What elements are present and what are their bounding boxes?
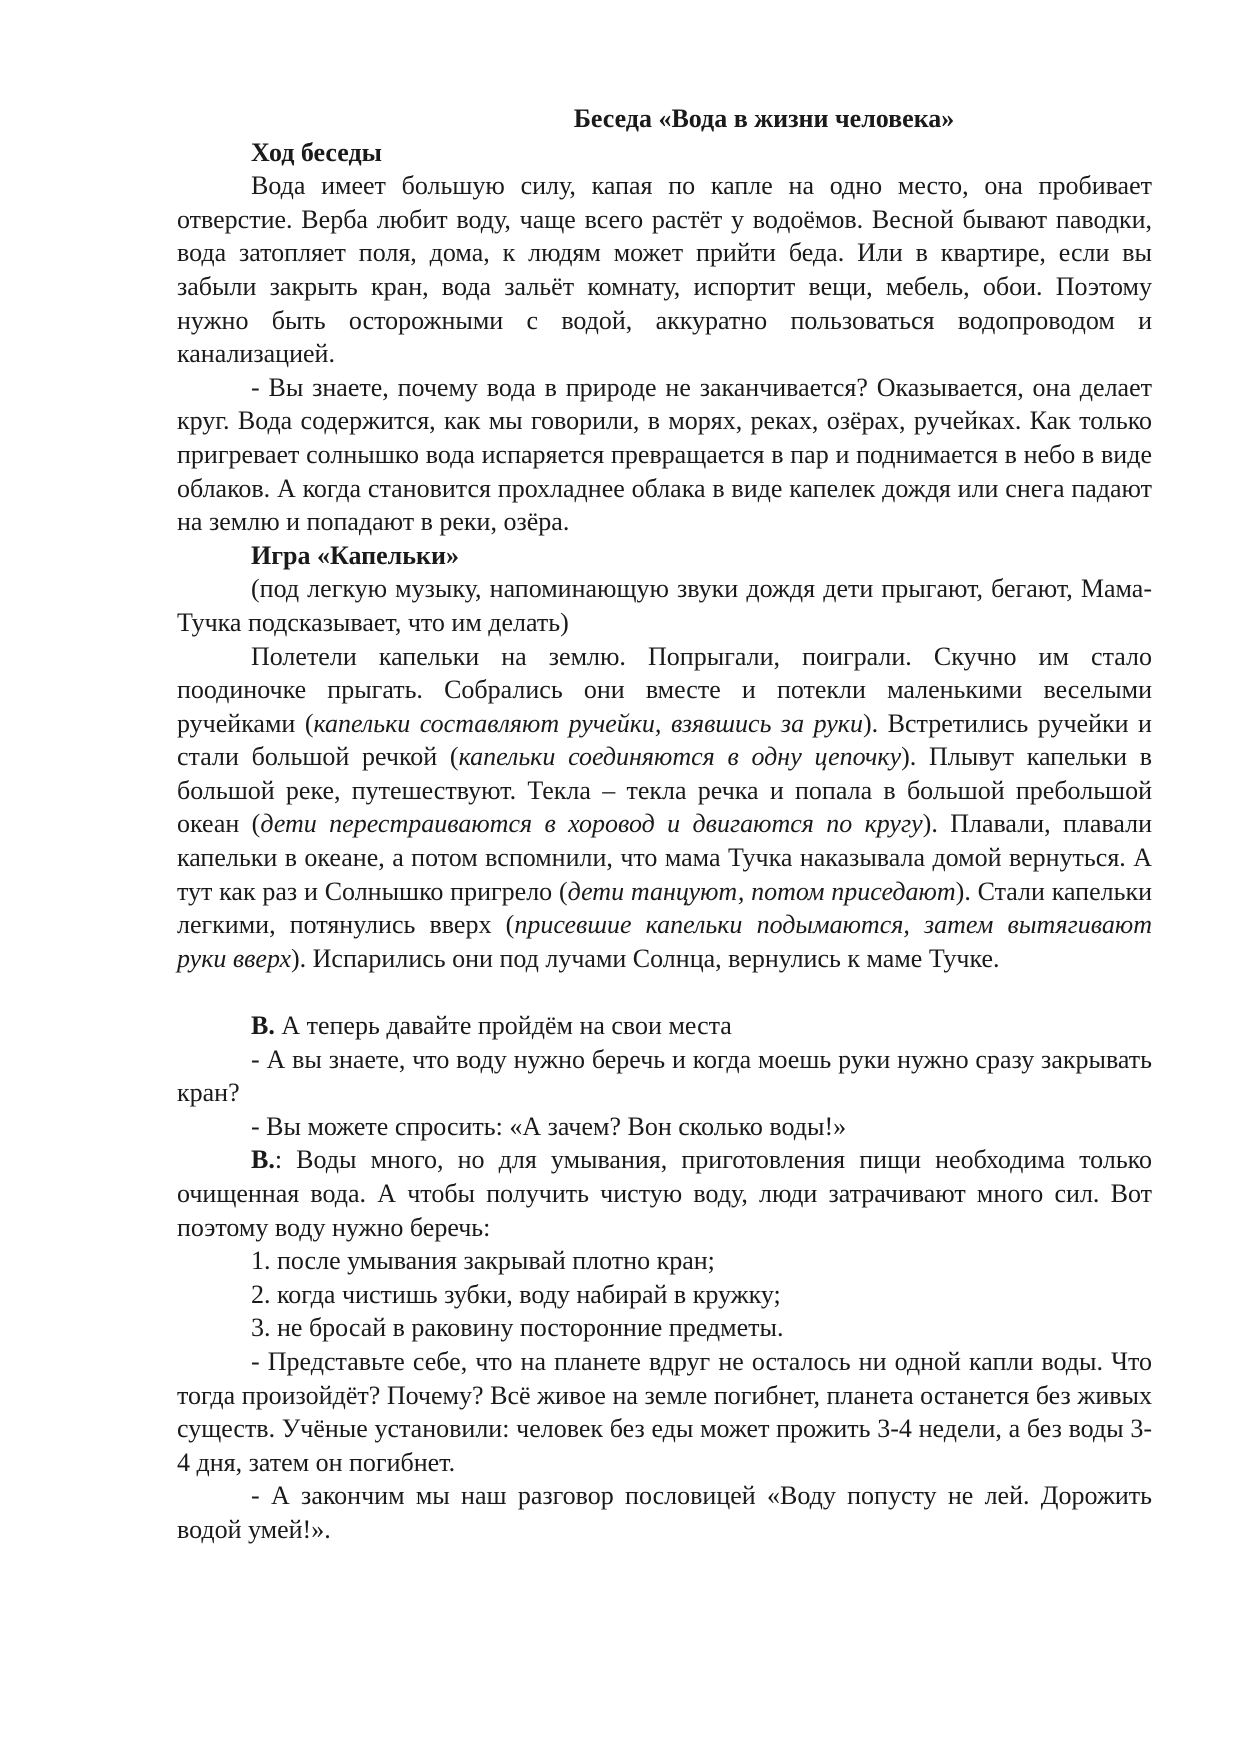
story-text: ). Плывут капельки в большой реке, путешествуют. Текла – текла речка и попала в большой пребольшой океан ( <box>177 742 1152 839</box>
list-item-3: 3. не бросай в раковину посторонние предметы. <box>251 1313 784 1343</box>
paragraph-why-question: - Вы можете спросить: «А зачем? Вон сколько воды!» <box>251 1111 847 1141</box>
story-direction: присевшие капельки подымаются, затем вытягивают руки вверх <box>177 910 1152 973</box>
heading-game: Игра «Капельки» <box>251 540 459 570</box>
paragraph-teacher-seats <box>177 1009 1152 1043</box>
speaker-label: В. <box>251 1145 275 1175</box>
paragraph-water-cycle: - Вы знаете, почему вода в природе не заканчивается? Оказывается, она делает круг. Вода содержится, как мы говорили, в морях, реках, озёрах, ручейках. Как только пригревает солнышко вода испаряется превращается в пар и поднимается в небо в виде облаков. А когда становится прохладнее облака в виде капелек дождя или снега падают на землю и попадают в реки, озёра. <box>177 372 1152 537</box>
story-direction: дети перестраиваются в хоровод и двигаются по кругу <box>260 809 923 839</box>
paragraph-teacher-answer <box>177 1143 1152 1244</box>
document-title: Беседа «Вода в жизни человека» <box>573 104 955 133</box>
heading-course: Ход беседы <box>251 137 382 167</box>
speaker-label: В. <box>251 1011 275 1041</box>
list-item-1: 1. после умывания закрывай плотно кран; <box>251 1246 715 1276</box>
paragraph-proverb: - А закончим мы наш разговор пословицей «Воду попусту не лей. Дорожить водой умей!». <box>177 1481 1152 1544</box>
paragraph-water-power: Вода имеет большую силу, капая по капле на одно место, она пробивает отверстие. Верба любит воду, чаще всего растёт у водоёмов. Весной бывают паводки, вода затопляет поля, дома, к людям может прийти беда. Или в квартире, если вы забыли закрыть кран, вода зальёт комнату, испортит вещи, мебель, обои. Поэтому нужно быть осторожными с водой, аккуратно пользоваться водопроводом и канализацией. <box>177 171 1152 369</box>
paragraph-save-water-question: - А вы знаете, что воду нужно беречь и когда моешь руки нужно сразу закрывать кран? <box>177 1044 1152 1108</box>
story-text: ). Стали капельки легкими, потянулись вверх ( <box>177 876 1153 940</box>
document-page <box>177 102 1152 1547</box>
paragraph-imagine: - Представьте себе, что на планете вдруг не осталось ни одной капли воды. Что тогда произойдёт? Почему? Всё живое на земле погибнет, планета останется без живых существ. Учёные установили: человек без еды может прожить 3-4 недели, а без воды 3-4 дня, затем он погибнет. <box>177 1346 1152 1477</box>
story-text: ). Встретились ручейки и стали большой речкой ( <box>177 708 1152 772</box>
story-text: ). Плавали, плавали капельки в океане, а потом вспомнили, что мама Тучка наказывала домой вернуться. А тут как раз и Солнышко пригрело ( <box>177 809 1152 906</box>
story-direction: капельки соединяются в одну цепочку <box>458 742 902 772</box>
story-text: Полетели капельки на землю. Попрыгали, поиграли. Скучно им стало поодиночке прыгать. Собрались они вместе и потекли маленькими веселыми ручейками ( <box>177 641 1152 738</box>
speaker-text: : Воды много, но для умывания, приготовления пищи необходима только очищенная вода. А чтобы получить чистую воду, люди затрачивают много сил. Вот поэтому воду нужно беречь: <box>177 1145 1152 1242</box>
list-item-2: 2. когда чистишь зубки, воду набирай в кружку; <box>251 1279 781 1309</box>
story-text: ). Испарились они под лучами Солнца, вернулись к маме Тучке. <box>291 943 1000 973</box>
blank-line <box>177 975 1152 1009</box>
speaker-text: А теперь давайте пройдём на свои места <box>274 1011 732 1041</box>
paragraph-game-intro: (под легкую музыку, напоминающую звуки дождя дети прыгают, бегают, Мама-Тучка подсказывает, что им делать) <box>177 574 1152 637</box>
paragraph-game-story <box>177 640 1152 976</box>
story-direction: капельки составляют ручейки, взявшись за руки <box>313 708 863 738</box>
story-direction: дети танцуют, потом приседают <box>567 876 956 906</box>
